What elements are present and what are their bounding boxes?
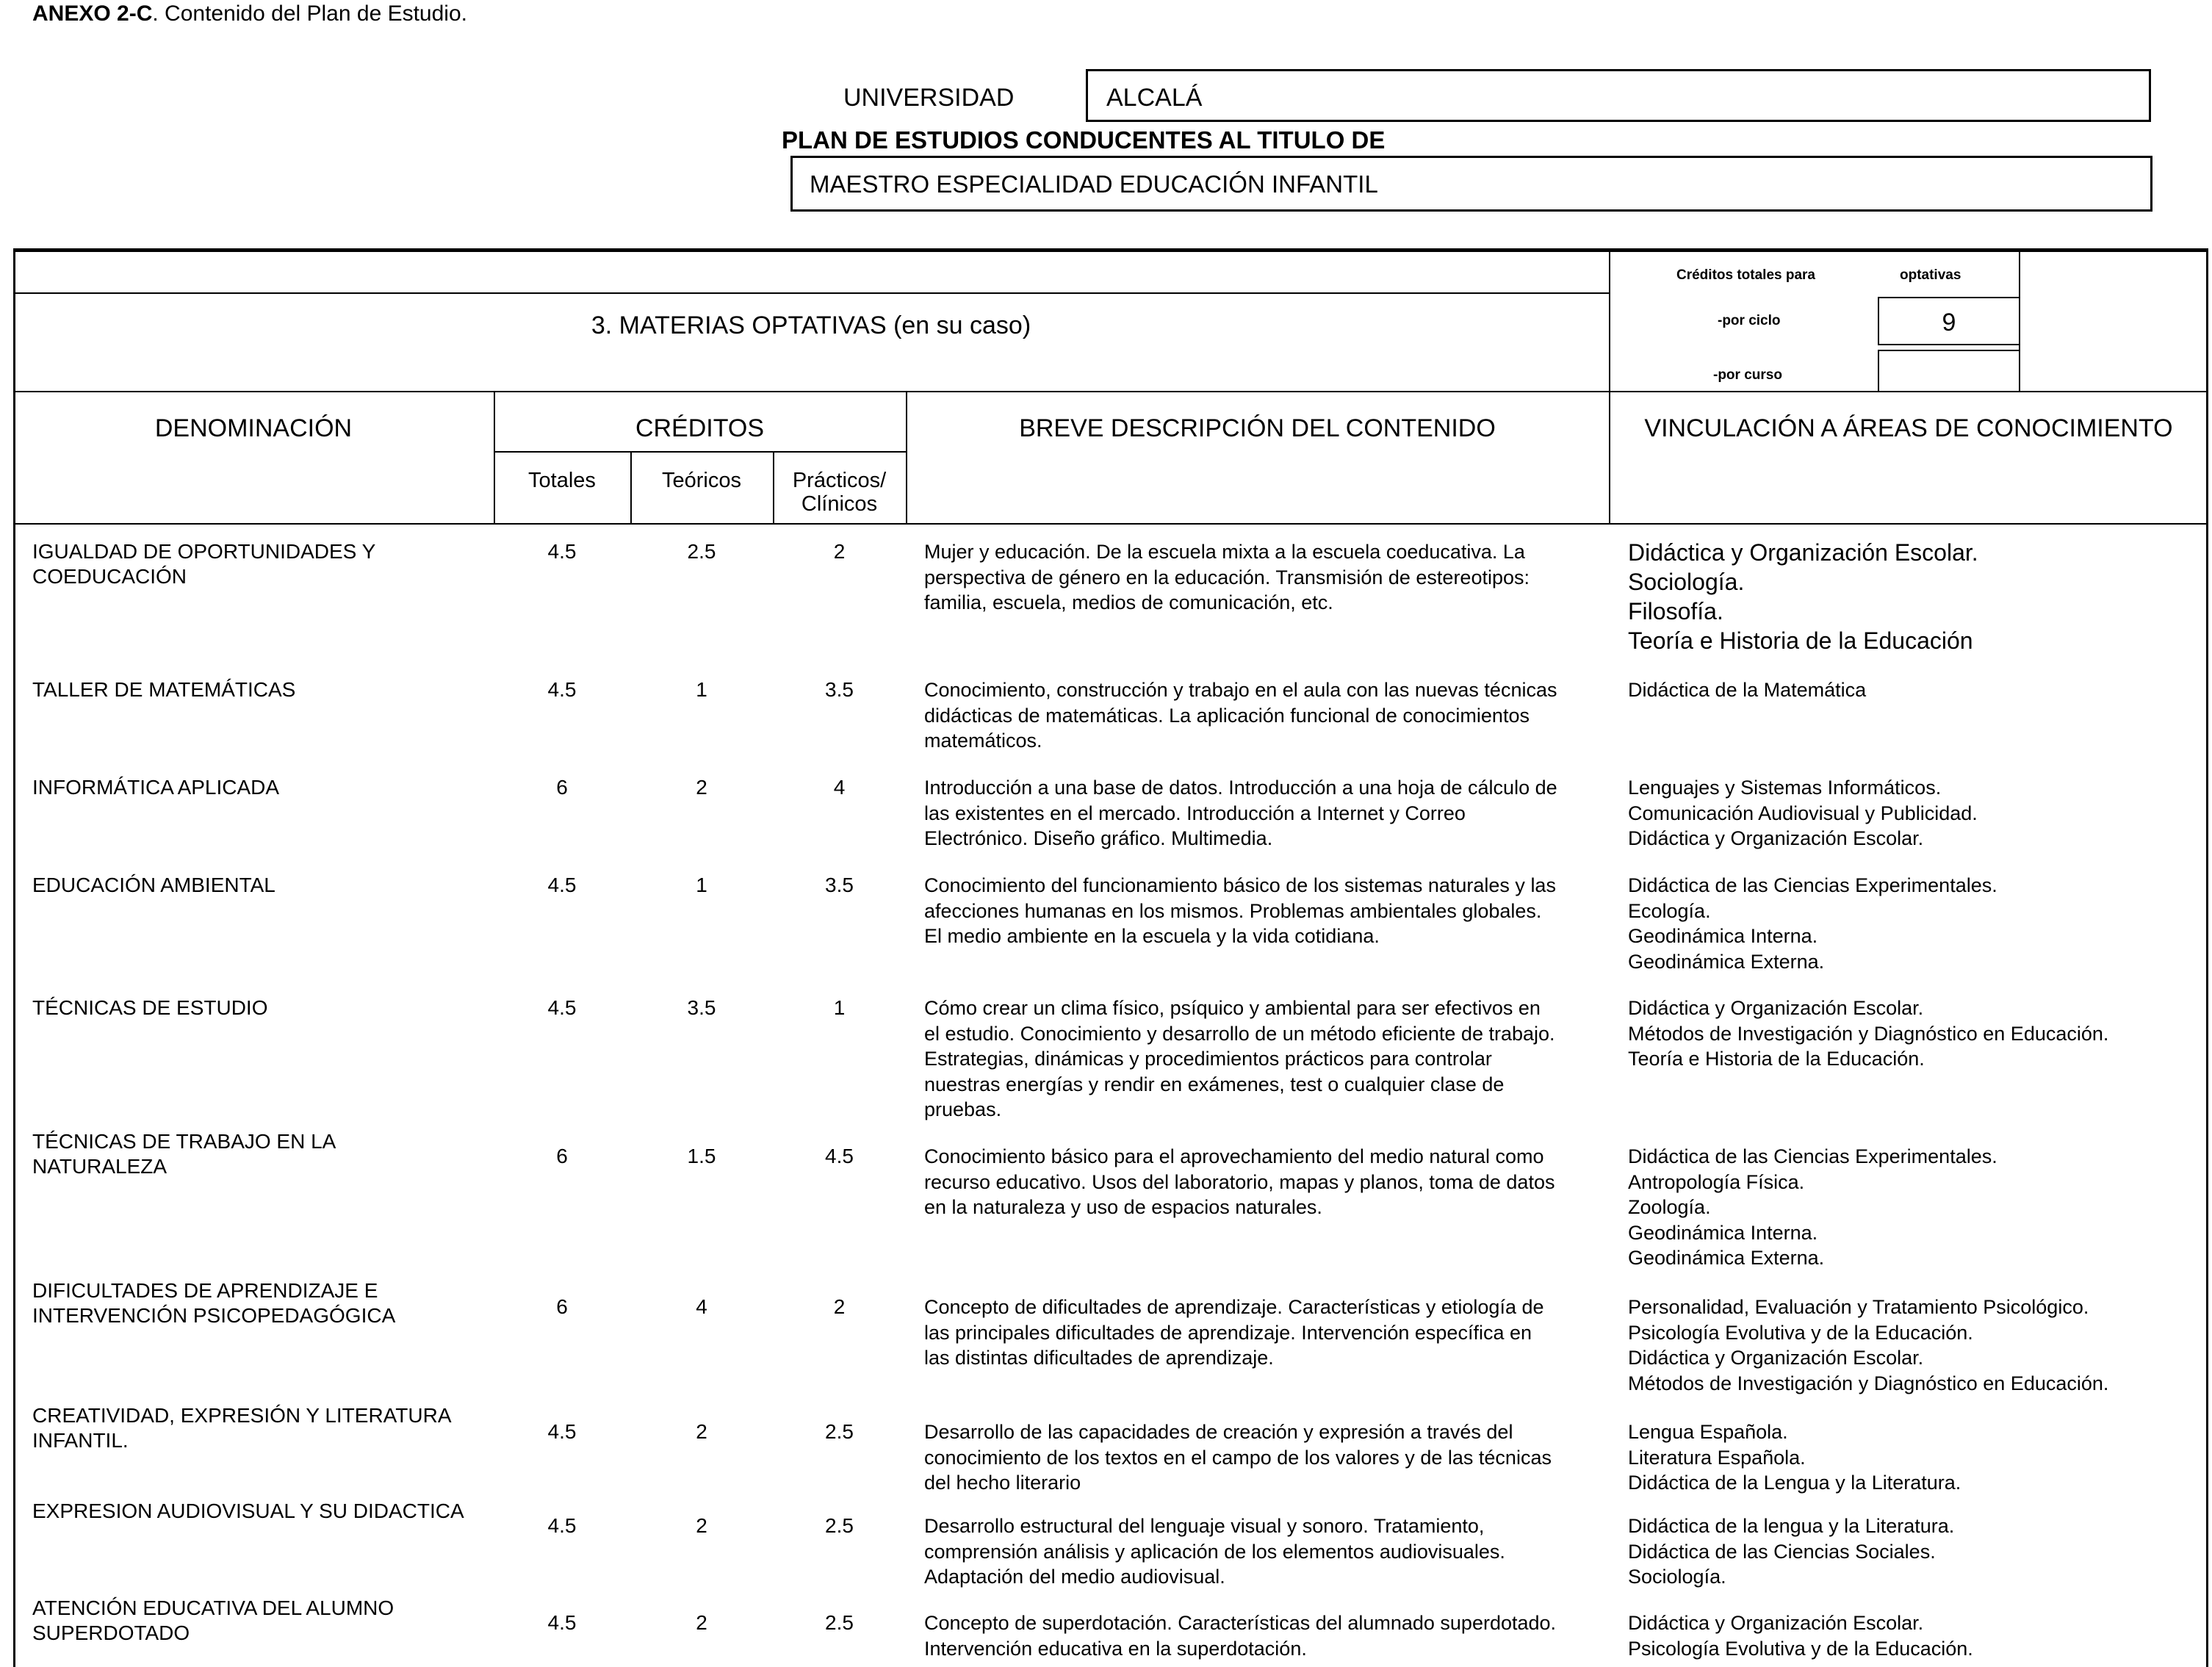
- row-totales: 6: [556, 776, 568, 799]
- row-practicos: 2: [833, 540, 846, 563]
- grid-line: [1609, 391, 1610, 523]
- por-ciclo-value: 9: [1942, 309, 1956, 336]
- row-practicos: 2.5: [825, 1420, 854, 1443]
- por-ciclo-label: -por ciclo: [1718, 313, 1781, 328]
- row-description: Mujer y educación. De la escuela mixta a la escuela coeducativa. La perspectiva de género en la educación. Transmisión de estereotipos: familia, escuela, medios de comunicación, etc.: [924, 541, 1530, 613]
- row-teoricos: 2: [696, 1514, 707, 1537]
- row-description: Introducción a una base de datos. Introducción a una hoja de cálculo de las existentes en el mercado. Introducción a Internet y Correo Electrónico. Diseño gráfico. Multimedia.: [924, 777, 1557, 849]
- row-totales: 6: [556, 1295, 568, 1318]
- university-label: UNIVERSIDAD: [843, 84, 1015, 112]
- row-practicos: 3.5: [825, 678, 854, 701]
- row-teoricos: 2.5: [687, 540, 716, 563]
- header-denominacion: DENOMINACIÓN: [154, 414, 353, 442]
- row-teoricos: 4: [696, 1295, 707, 1318]
- plan-title: PLAN DE ESTUDIOS CONDUCENTES AL TITULO DE: [782, 126, 1386, 154]
- row-areas: Didáctica de las Ciencias Experimentales. Ecología. Geodinámica Interna. Geodinámica Externa.: [1628, 874, 1997, 973]
- credits-optativas: optativas: [1900, 267, 1961, 283]
- row-areas: Didáctica y Organización Escolar. Métodos de Investigación y Diagnóstico en Educación. Teoría e Historia de la Educación.: [1628, 997, 2109, 1070]
- row-teoricos: 1: [696, 678, 707, 701]
- table-row-name: EDUCACIÓN AMBIENTAL: [32, 874, 275, 896]
- row-areas: Personalidad, Evaluación y Tratamiento Psicológico. Psicología Evolutiva y de la Educación. Didáctica y Organización Escolar. Métodos de Investigación y Diagnóstico en Educación.: [1628, 1296, 2109, 1394]
- row-description: Conocimiento del funcionamiento básico de los sistemas naturales y las afecciones humanas en los mismos. Problemas ambientales globales. El medio ambiente en la escuela y la vida cotidiana.: [924, 874, 1556, 947]
- table-row-name: CREATIVIDAD, EXPRESIÓN Y LITERATURA INFANTIL.: [32, 1404, 452, 1452]
- header-descripcion: BREVE DESCRIPCIÓN DEL CONTENIDO: [1019, 414, 1496, 442]
- row-areas: Lenguajes y Sistemas Informáticos. Comunicación Audiovisual y Publicidad. Didáctica y Organización Escolar.: [1628, 777, 1978, 849]
- row-teoricos: 1: [696, 874, 707, 896]
- row-totales: 4.5: [547, 874, 577, 896]
- row-teoricos: 2: [696, 776, 707, 799]
- row-description: Concepto de superdotación. Características del alumnado superdotado. Intervención educativa en la superdotación.: [924, 1612, 1557, 1660]
- row-totales: 4.5: [547, 678, 577, 701]
- por-curso-box: [1878, 350, 2020, 391]
- row-areas: Didáctica de la Matemática: [1628, 679, 1867, 701]
- row-practicos: 2.5: [825, 1611, 854, 1634]
- row-totales: 4.5: [547, 540, 577, 563]
- row-teoricos: 2: [696, 1611, 707, 1634]
- credits-header: Créditos totales para: [1676, 267, 1815, 283]
- grid-line: [13, 391, 2208, 392]
- grid-line: [13, 523, 2208, 525]
- grid-line: [494, 391, 495, 523]
- table-row-name: TÉCNICAS DE ESTUDIO: [32, 996, 268, 1019]
- row-totales: 6: [556, 1145, 568, 1167]
- degree-value: MAESTRO ESPECIALIDAD EDUCACIÓN INFANTIL: [810, 170, 1378, 198]
- row-practicos: 4: [833, 776, 846, 799]
- row-description: Conocimiento, construcción y trabajo en el aula con las nuevas técnicas didácticas de matemáticas. La aplicación funcional de conocimientos matemáticos.: [924, 679, 1557, 752]
- row-description: Desarrollo estructural del lenguaje visual y sonoro. Tratamiento, comprensión análisis y aplicación de los elementos audiovisuales. Adaptación del medio audiovisual.: [924, 1515, 1505, 1588]
- table-row-name: TALLER DE MATEMÁTICAS: [32, 678, 296, 701]
- row-totales: 4.5: [547, 1611, 577, 1634]
- header-totales: Totales: [528, 469, 596, 492]
- por-curso-label: -por curso: [1713, 367, 1782, 383]
- row-teoricos: 1.5: [687, 1145, 716, 1167]
- row-totales: 4.5: [547, 1514, 577, 1537]
- header-teoricos: Teóricos: [662, 469, 741, 492]
- section-title: 3. MATERIAS OPTATIVAS (en su caso): [591, 312, 1031, 339]
- row-practicos: 2: [833, 1295, 846, 1318]
- row-practicos: 1: [833, 996, 846, 1019]
- row-areas: Didáctica de las Ciencias Experimentales. Antropología Física. Zoología. Geodinámica Interna. Geodinámica Externa.: [1628, 1145, 1997, 1269]
- university-field: [1086, 69, 2151, 122]
- table-row-name: EXPRESION AUDIOVISUAL Y SU DIDACTICA: [32, 1499, 464, 1522]
- row-areas: Lengua Española. Literatura Española. Didáctica de la Lengua y la Literatura.: [1628, 1421, 1961, 1494]
- row-description: Conocimiento básico para el aprovechamiento del medio natural como recurso educativo. Usos del laboratorio, mapas y planos, toma de datos en la naturaleza y uso de espacios naturales.: [924, 1145, 1555, 1218]
- grid-line: [494, 451, 906, 453]
- university-value: ALCALÁ: [1106, 84, 1203, 112]
- row-areas: Didáctica y Organización Escolar. Psicología Evolutiva y de la Educación.: [1628, 1612, 1973, 1660]
- header-creditos: CRÉDITOS: [635, 414, 765, 442]
- annex-title: ANEXO 2-C. Contenido del Plan de Estudio.: [32, 1, 467, 26]
- row-description: Concepto de dificultades de aprendizaje. Características y etiología de las principales dificultades de aprendizaje. Intervención específica en las distintas dificultades de aprendizaje.: [924, 1296, 1544, 1369]
- table-row-name: INFORMÁTICA APLICADA: [32, 776, 280, 799]
- row-teoricos: 2: [696, 1420, 707, 1443]
- grid-line: [13, 292, 1609, 294]
- row-totales: 4.5: [547, 1420, 577, 1443]
- row-description: Cómo crear un clima físico, psíquico y ambiental para ser efectivos en el estudio. Conocimiento y desarrollo de un método eficiente de trabajo. Estrategias, dinámicas y procedimientos prácticos para controlar nuestras energías y rendir en exámenes, test o cualquier clase de pruebas.: [924, 997, 1555, 1120]
- table-row-name: DIFICULTADES DE APRENDIZAJE E INTERVENCIÓN PSICOPEDAGÓGICA: [32, 1279, 396, 1327]
- row-teoricos: 3.5: [687, 996, 716, 1019]
- header-vinculacion: VINCULACIÓN A ÁREAS DE CONOCIMIENTO: [1644, 414, 2173, 442]
- grid-line: [906, 391, 907, 523]
- row-practicos: 3.5: [825, 874, 854, 896]
- header-practicos: Prácticos/ Clínicos: [792, 469, 887, 516]
- table-row-name: TÉCNICAS DE TRABAJO EN LA NATURALEZA: [32, 1130, 336, 1178]
- table-row-name: ATENCIÓN EDUCATIVA DEL ALUMNO SUPERDOTADO: [32, 1596, 395, 1644]
- row-practicos: 2.5: [825, 1514, 854, 1537]
- row-description: Desarrollo de las capacidades de creación y expresión a través del conocimiento de los textos en el campo de los valores y de las técnicas del hecho literario: [924, 1421, 1552, 1494]
- table-row-name: IGUALDAD DE OPORTUNIDADES Y COEDUCACIÓN: [32, 540, 376, 588]
- row-areas: Didáctica y Organización Escolar. Sociología. Filosofía. Teoría e Historia de la Educación: [1628, 539, 1978, 654]
- row-areas: Didáctica de la lengua y la Literatura. Didáctica de las Ciencias Sociales. Sociología.: [1628, 1515, 1955, 1588]
- row-totales: 4.5: [547, 996, 577, 1019]
- row-practicos: 4.5: [825, 1145, 854, 1167]
